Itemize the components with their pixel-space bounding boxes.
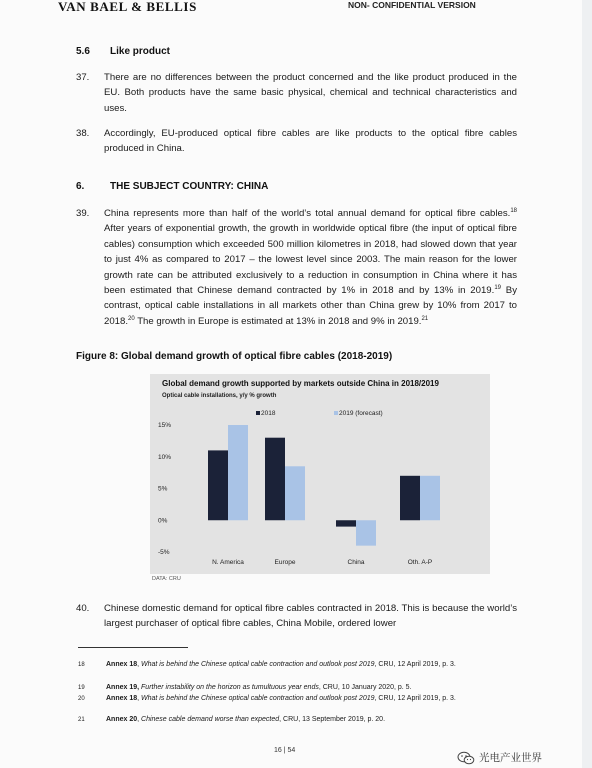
figure-caption: Figure 8: Global demand growth of optical fibre cables (2018-2019) [76,351,393,362]
source-detail: , CRU, 13 September 2019, p. 20. [279,716,386,723]
footnote-text [106,660,522,670]
annex-ref: Annex 20 [106,716,138,723]
source-detail: , CRU, 12 April 2019, p. 3. [374,695,456,702]
separator: , [137,716,142,723]
wechat-icon [457,751,475,765]
section-title: THE SUBJECT COUNTRY: CHINA [110,181,269,192]
source-title: Chinese cable demand worse than expected [141,716,280,723]
y-tick-label: 0% [158,517,168,525]
text-run: China represents more than half of the world’s total annual demand for optical fibre cables. [104,208,511,219]
annex-ref: Annex 18 [106,661,138,668]
source-title: What is behind the Chinese optical cable contraction and outlook post 2019 [141,695,375,702]
chart-panel [150,374,490,574]
source-detail: , CRU, 12 April 2019, p. 3. [374,661,456,668]
text-run: The growth in Europe is estimated at 13% in 2018 and 9% in 2019. [134,315,422,327]
x-category-label: China [347,559,365,566]
separator: , [137,695,142,702]
source-title: What is behind the Chinese optical cable contraction and outlook post 2019 [141,661,375,668]
footnote-text [106,694,522,704]
legend-label: 2018 [261,410,276,417]
footnote-ref[interactable]: 20 [128,315,135,322]
y-tick-label: -5% [158,549,170,556]
bar-2018-China [336,520,356,526]
bar-2019-China [356,520,376,545]
y-tick-label: 15% [158,422,172,429]
legend-swatch [256,411,260,415]
annex-ref: Annex 19, [106,684,140,691]
legend-swatch [334,411,338,415]
paragraph-number: 37. [76,72,90,83]
bar-2018-OthAP [400,476,420,520]
source-title: Further instability on the horizon as tumultuous year ends [141,684,319,691]
footnote-text [106,715,522,725]
x-category-label: Europe [274,559,296,566]
legend-label: 2019 (forecast) [339,410,383,417]
paragraph-text: There are no differences between the product concerned and the like product produced in the EU. Both products have the same basic physical, chemical and technical characteristics and uses. [104,72,517,114]
chart-source: DATA: CRU [152,576,181,582]
page-number: 16 | 54 [274,747,296,754]
separator: , [137,661,142,668]
chart-title: Global demand growth supported by markets outside China in 2018/2019 [162,379,439,388]
x-category-label: Oth. A-P [407,559,433,566]
bar-chart [150,374,490,574]
footnote-ref[interactable]: 21 [421,315,429,322]
section-title: Like product [110,46,171,57]
paragraph-text: Accordingly, EU-produced optical fibre cables are like products to the optical fibre cables produced in China. [104,128,517,155]
section-number: 5.6 [76,46,90,57]
bar-2019-NAmerica [228,425,248,520]
x-category-label: N. America [212,559,244,566]
text-run: By contrast, optical cable installations in all markets other than China grew by 10% from 2017 to 2018. [104,285,517,327]
paragraph-number: 39. [76,208,90,219]
firm-name: VAN BAEL & BELLIS [58,0,197,14]
confidentiality-label: NON- CONFIDENTIAL VERSION [348,0,476,10]
bar-2019-OthAP [420,476,440,520]
paragraph-number: 38. [76,128,90,139]
footnote-ref[interactable]: 18 [510,207,517,214]
y-tick-label: 5% [158,485,168,493]
watermark [457,750,542,765]
y-tick-label: 10% [158,453,172,461]
footnote-text [106,683,522,693]
paragraph-text [104,206,517,329]
source-detail: , CRU, 10 January 2020, p. 5. [318,684,412,691]
section-number: 6. [76,181,85,192]
chart-subtitle: Optical cable installations, y/y % growth [162,393,277,399]
footnote-number: 19 [78,685,85,691]
bar-2018-NAmerica [208,450,228,520]
footnote-divider [78,647,188,648]
footnote-number: 20 [78,696,85,702]
footnote-number: 18 [78,662,85,668]
footnote-ref[interactable]: 19 [494,284,501,291]
footnote-number: 21 [78,717,85,723]
paragraph-text: Chinese domestic demand for optical fibre cables contracted in 2018. This is because the world’s largest purchaser of optical fibre cables, China Mobile, ordered lower [104,603,517,630]
bar-2019-Europe [285,466,305,520]
watermark-text: 光电产业世界 [479,752,542,764]
text-run: After years of exponential growth, the growth in worldwide optical fibre (the input of optical fibre cables) consumption which exceeded 500 million kilometres in 2018, had slowed down that year to just 4% as compared to 2017 – the lowest level since 2003. The main reason for the lower growth rate can be attributed exclusively to a reduction in consumption in China where it has been estimated that Chinese demand contracted by 1% in 2018 and by 13% in 2019. [104,223,517,297]
bar-2018-Europe [265,438,285,521]
paragraph-number: 40. [76,603,90,614]
annex-ref: Annex 18 [106,695,138,702]
